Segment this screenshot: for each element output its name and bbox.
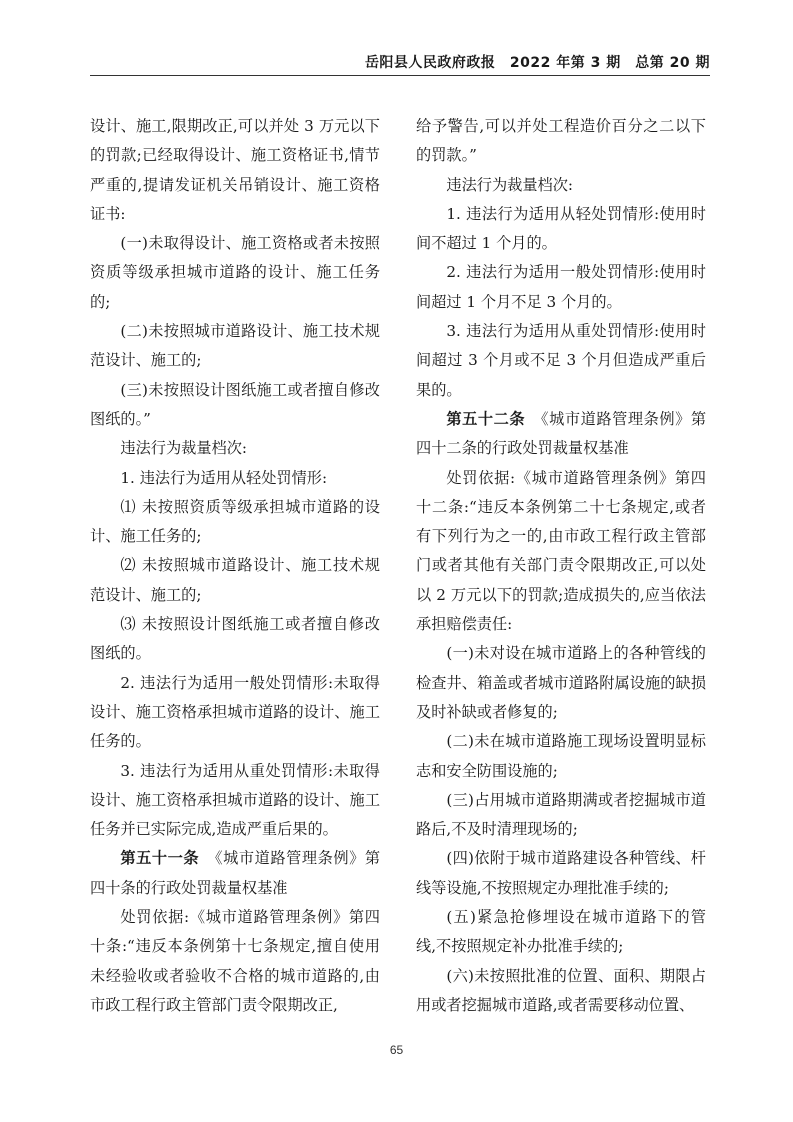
- paragraph: 3. 违法行为适用从重处罚情形:未取得设计、施工资格承担城市道路的设计、施工任务并已实际完成,造成严重后果的。: [90, 761, 380, 839]
- paragraph: 处罚依据:《城市道路管理条例》第四十条:“违反本条例第十七条规定,擅自使用未经验收或者验收不合格的城市道路的,由市政工程行政主管部门责令限期改正,: [90, 908, 380, 1014]
- paragraph: (二)未按照城市道路设计、施工技术规范设计、施工的;: [90, 322, 380, 370]
- article-subtitle: 《城市道路管理条例》第四十条的行政处罚裁量权基准: [90, 849, 381, 897]
- article-heading: [90, 844, 380, 903]
- paragraph: 设计、施工,限期改正,可以并处 3 万元以下的罚款;已经取得设计、施工资格证书,情节严重的,提请发证机关吊销设计、施工资格证书:: [90, 117, 380, 223]
- left-column: [90, 112, 380, 1020]
- paragraph: 处罚依据:《城市道路管理条例》第四十二条:“违反本条例第二十七条规定,或者有下列行为之一的,由市政工程行政主管部门或者其他有关部门责令限期改正,可以处以 2 万元以下的罚款;造成损失的,应当依法承担赔偿责任:: [416, 468, 706, 634]
- paragraph: (六)未按照批准的位置、面积、期限占用或者挖掘城市道路,或者需要移动位置、: [416, 966, 706, 1014]
- paragraph: (五)紧急抢修埋设在城市道路下的管线,不按照规定补办批准手续的;: [416, 908, 706, 956]
- page-number: 65: [389, 1043, 404, 1057]
- article-heading: [416, 405, 706, 464]
- article-number: 第五十二条: [446, 409, 526, 428]
- paragraph: ⑶ 未按照设计图纸施工或者擅自修改图纸的。: [90, 615, 380, 663]
- paragraph: (二)未在城市道路施工现场设置明显标志和安全防围设施的;: [416, 732, 706, 780]
- paragraph: ⑴ 未按照资质等级承担城市道路的设计、施工任务的;: [90, 497, 380, 546]
- paragraph: ⑵ 未按照城市道路设计、施工技术规范设计、施工的;: [90, 556, 380, 604]
- right-column: [416, 112, 706, 1020]
- paragraph: (一)未对设在城市道路上的各种管线的检查井、箱盖或者城市道路附属设施的缺损及时补缺或者修复的;: [416, 644, 706, 721]
- header-divider: [90, 75, 710, 76]
- paragraph: 1. 违法行为适用从轻处罚情形:使用时间不超过 1 个月的。: [416, 204, 706, 253]
- paragraph: (三)占用城市道路期满或者挖掘城市道路后,不及时清理现场的;: [416, 790, 706, 839]
- paragraph: (四)依附于城市道路建设各种管线、杆线等设施,不按照规定办理批准手续的;: [416, 849, 706, 897]
- journal-header: 岳阳县人民政府政报 2022 年第 3 期 总第 20 期: [364, 55, 710, 71]
- paragraph: 2. 违法行为适用一般处罚情形:未取得设计、施工资格承担城市道路的设计、施工任务的。: [90, 673, 380, 751]
- paragraph: 3. 违法行为适用从重处罚情形:使用时间超过 3 个月或不足 3 个月但造成严重后果的。: [416, 322, 706, 399]
- paragraph: (三)未按照设计图纸施工或者擅自修改图纸的。”: [90, 380, 380, 428]
- paragraph: 违法行为裁量档次:: [446, 175, 574, 194]
- paragraph: 违法行为裁量档次:: [120, 439, 248, 458]
- paragraph: 2. 违法行为适用一般处罚情形:使用时间超过 1 个月不足 3 个月的。: [416, 263, 706, 311]
- paragraph: 给予警告,可以并处工程造价百分之二以下的罚款。”: [416, 117, 706, 165]
- article-subtitle: 《城市道路管理条例》第四十二条的行政处罚裁量权基准: [416, 409, 707, 458]
- paragraph: 1. 违法行为适用从轻处罚情形:: [120, 468, 328, 487]
- article-number: 第五十一条: [120, 849, 200, 868]
- paragraph: (一)未取得设计、施工资格或者未按照资质等级承担城市道路的设计、施工任务的;: [90, 234, 380, 311]
